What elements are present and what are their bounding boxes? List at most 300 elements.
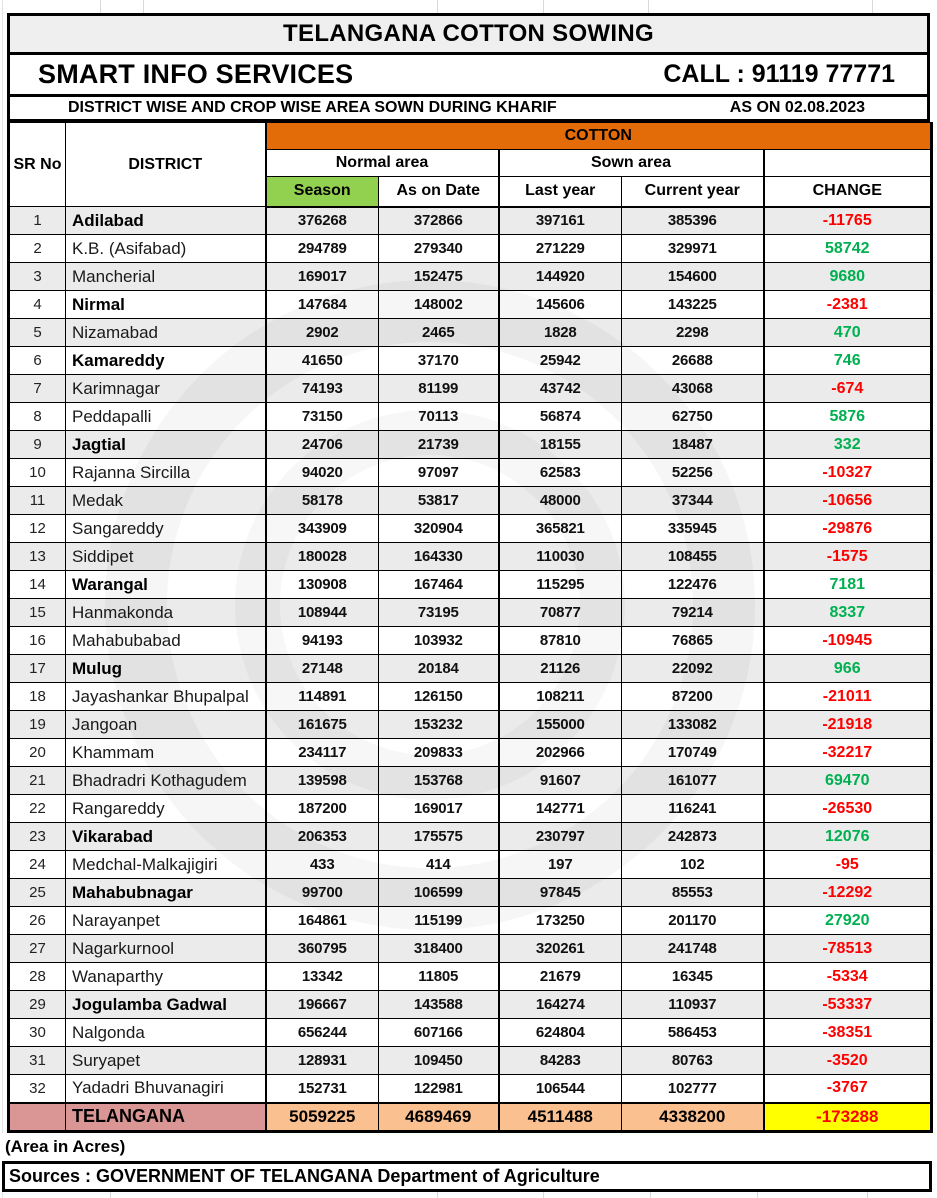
cell-district: Karimnagar: [66, 375, 266, 403]
report: [7, 13, 930, 1192]
cell-srno: 8: [9, 403, 66, 431]
cell-current-year: 102777: [622, 1075, 764, 1103]
cell-change: 7181: [764, 571, 932, 599]
cell-srno: 15: [9, 599, 66, 627]
cell-srno: 5: [9, 319, 66, 347]
cell-last-year: 18155: [499, 431, 622, 459]
total-season: 5059225: [266, 1103, 379, 1132]
table-row: [9, 543, 932, 571]
cell-season: 99700: [266, 879, 379, 907]
cell-last-year: 164274: [499, 991, 622, 1019]
cell-district: Adilabad: [66, 207, 266, 235]
cell-season: 343909: [266, 515, 379, 543]
cell-district: Jangoan: [66, 711, 266, 739]
cell-srno: 27: [9, 935, 66, 963]
table-row: [9, 851, 932, 879]
table-row: [9, 459, 932, 487]
cell-season: 24706: [266, 431, 379, 459]
cell-last-year: 173250: [499, 907, 622, 935]
cell-season: 164861: [266, 907, 379, 935]
cell-as-on-date: 126150: [379, 683, 499, 711]
cell-season: 147684: [266, 291, 379, 319]
cell-last-year: 397161: [499, 207, 622, 235]
cell-district: Mahabubabad: [66, 627, 266, 655]
total-srno-cell: [9, 1103, 66, 1132]
cell-srno: 11: [9, 487, 66, 515]
cell-srno: 24: [9, 851, 66, 879]
cell-season: 433: [266, 851, 379, 879]
cell-as-on-date: 97097: [379, 459, 499, 487]
cell-current-year: 133082: [622, 711, 764, 739]
cell-as-on-date: 103932: [379, 627, 499, 655]
cell-srno: 10: [9, 459, 66, 487]
cell-season: 128931: [266, 1047, 379, 1075]
cell-as-on-date: 143588: [379, 991, 499, 1019]
info-row: [7, 55, 930, 97]
col-header-current-year: Current year: [622, 177, 764, 207]
cell-srno: 32: [9, 1075, 66, 1103]
cell-season: 180028: [266, 543, 379, 571]
table-row: [9, 963, 932, 991]
sheet-gridline: [100, 0, 101, 13]
cell-current-year: 335945: [622, 515, 764, 543]
cell-last-year: 144920: [499, 263, 622, 291]
sheet-gridline: [2, 0, 3, 1198]
cell-change: 966: [764, 655, 932, 683]
cell-as-on-date: 320904: [379, 515, 499, 543]
table-row: [9, 515, 932, 543]
cell-season: 73150: [266, 403, 379, 431]
cell-current-year: 80763: [622, 1047, 764, 1075]
cell-season: 187200: [266, 795, 379, 823]
cell-as-on-date: 169017: [379, 795, 499, 823]
table-row: [9, 263, 932, 291]
cell-current-year: 37344: [622, 487, 764, 515]
cell-as-on-date: 73195: [379, 599, 499, 627]
table-row: [9, 599, 932, 627]
cell-season: 94020: [266, 459, 379, 487]
cell-district: Vikarabad: [66, 823, 266, 851]
sheet-gridline: [437, 1192, 438, 1198]
cell-district: Wanaparthy: [66, 963, 266, 991]
cell-srno: 14: [9, 571, 66, 599]
cell-district: Mulug: [66, 655, 266, 683]
cell-current-year: 586453: [622, 1019, 764, 1047]
total-as-on-date: 4689469: [379, 1103, 499, 1132]
cell-district: Jayashankar Bhupalpal: [66, 683, 266, 711]
cell-as-on-date: 109450: [379, 1047, 499, 1075]
cell-change: -10945: [764, 627, 932, 655]
table-row: [9, 655, 932, 683]
cell-district: Bhadradri Kothagudem: [66, 767, 266, 795]
cell-current-year: 329971: [622, 235, 764, 263]
cell-district: Narayanpet: [66, 907, 266, 935]
cell-srno: 26: [9, 907, 66, 935]
report-subtitle: DISTRICT WISE AND CROP WISE AREA SOWN DURING KHARIF: [68, 99, 557, 116]
cell-district: Medchal-Malkajigiri: [66, 851, 266, 879]
cell-last-year: 25942: [499, 347, 622, 375]
cell-as-on-date: 70113: [379, 403, 499, 431]
table-row: [9, 823, 932, 851]
sheet-gridline: [650, 1192, 651, 1198]
cell-as-on-date: 106599: [379, 879, 499, 907]
cell-last-year: 115295: [499, 571, 622, 599]
cell-current-year: 242873: [622, 823, 764, 851]
cell-season: 169017: [266, 263, 379, 291]
cell-season: 196667: [266, 991, 379, 1019]
cell-current-year: 76865: [622, 627, 764, 655]
cell-district: Yadadri Bhuvanagiri: [66, 1075, 266, 1103]
cell-last-year: 48000: [499, 487, 622, 515]
cell-change: -32217: [764, 739, 932, 767]
col-group-sown-area: Sown area: [499, 150, 764, 177]
cell-as-on-date: 2465: [379, 319, 499, 347]
cell-srno: 30: [9, 1019, 66, 1047]
cell-change: -38351: [764, 1019, 932, 1047]
cell-last-year: 108211: [499, 683, 622, 711]
cell-last-year: 624804: [499, 1019, 622, 1047]
cell-srno: 7: [9, 375, 66, 403]
cell-change: -26530: [764, 795, 932, 823]
cell-change: -53337: [764, 991, 932, 1019]
cell-change: -5334: [764, 963, 932, 991]
cell-current-year: 26688: [622, 347, 764, 375]
cell-district: Medak: [66, 487, 266, 515]
cell-current-year: 52256: [622, 459, 764, 487]
cell-change: 332: [764, 431, 932, 459]
table-row: [9, 207, 932, 235]
table-row: [9, 487, 932, 515]
cell-as-on-date: 372866: [379, 207, 499, 235]
cell-change: -21011: [764, 683, 932, 711]
cell-change: -78513: [764, 935, 932, 963]
cell-season: 58178: [266, 487, 379, 515]
cell-season: 130908: [266, 571, 379, 599]
sheet-gridline: [143, 0, 144, 13]
cell-as-on-date: 318400: [379, 935, 499, 963]
cell-srno: 9: [9, 431, 66, 459]
cell-srno: 18: [9, 683, 66, 711]
cell-season: 41650: [266, 347, 379, 375]
cell-as-on-date: 81199: [379, 375, 499, 403]
table-row: [9, 347, 932, 375]
sheet-gridline: [648, 0, 649, 13]
cell-srno: 31: [9, 1047, 66, 1075]
cell-current-year: 122476: [622, 571, 764, 599]
sheet-gridline: [543, 1192, 544, 1198]
cell-srno: 19: [9, 711, 66, 739]
cell-change: 8337: [764, 599, 932, 627]
cell-district: Nagarkurnool: [66, 935, 266, 963]
cell-change: -21918: [764, 711, 932, 739]
cell-district: Hanmakonda: [66, 599, 266, 627]
cell-district: Siddipet: [66, 543, 266, 571]
cell-season: 376268: [266, 207, 379, 235]
cell-last-year: 110030: [499, 543, 622, 571]
sheet-gridline: [872, 0, 873, 13]
col-header-season: Season: [266, 177, 379, 207]
col-group-normal-area: Normal area: [266, 150, 499, 177]
col-header-blank: [764, 150, 932, 177]
cell-current-year: 62750: [622, 403, 764, 431]
brand-name: SMART INFO SERVICES: [38, 59, 354, 89]
cell-as-on-date: 153768: [379, 767, 499, 795]
cell-last-year: 320261: [499, 935, 622, 963]
cell-last-year: 202966: [499, 739, 622, 767]
cell-as-on-date: 279340: [379, 235, 499, 263]
total-current-year: 4338200: [622, 1103, 764, 1132]
sources-note: Sources : GOVERNMENT OF TELANGANA Department of Agriculture: [2, 1161, 932, 1192]
sheet-gridline: [437, 0, 438, 13]
cell-current-year: 385396: [622, 207, 764, 235]
table-row: [9, 795, 932, 823]
table-row: [9, 403, 932, 431]
cell-last-year: 21126: [499, 655, 622, 683]
cell-srno: 1: [9, 207, 66, 235]
table-row: [9, 319, 932, 347]
cell-as-on-date: 115199: [379, 907, 499, 935]
cell-as-on-date: 122981: [379, 1075, 499, 1103]
cell-change: -2381: [764, 291, 932, 319]
cell-season: 114891: [266, 683, 379, 711]
cell-last-year: 91607: [499, 767, 622, 795]
cell-district: Rajanna Sircilla: [66, 459, 266, 487]
cell-season: 294789: [266, 235, 379, 263]
cell-change: -29876: [764, 515, 932, 543]
cell-srno: 23: [9, 823, 66, 851]
table-row: [9, 431, 932, 459]
subtitle-row: [7, 97, 930, 122]
cell-current-year: 16345: [622, 963, 764, 991]
table-row: [9, 571, 932, 599]
cell-srno: 29: [9, 991, 66, 1019]
cell-season: 656244: [266, 1019, 379, 1047]
col-header-srno: SR No: [9, 123, 66, 207]
cell-district: Peddapalli: [66, 403, 266, 431]
cell-change: 746: [764, 347, 932, 375]
table-row: [9, 627, 932, 655]
cell-season: 2902: [266, 319, 379, 347]
cell-as-on-date: 53817: [379, 487, 499, 515]
cell-change: -3520: [764, 1047, 932, 1075]
cell-srno: 21: [9, 767, 66, 795]
cell-srno: 25: [9, 879, 66, 907]
cell-as-on-date: 152475: [379, 263, 499, 291]
cell-srno: 2: [9, 235, 66, 263]
cell-change: -674: [764, 375, 932, 403]
cell-current-year: 18487: [622, 431, 764, 459]
col-header-as-on-date: As on Date: [379, 177, 499, 207]
sheet-gridline: [110, 1192, 111, 1198]
cell-change: -10327: [764, 459, 932, 487]
cell-as-on-date: 209833: [379, 739, 499, 767]
cell-as-on-date: 37170: [379, 347, 499, 375]
cell-last-year: 70877: [499, 599, 622, 627]
col-header-last-year: Last year: [499, 177, 622, 207]
cell-district: Khammam: [66, 739, 266, 767]
cell-as-on-date: 148002: [379, 291, 499, 319]
cell-as-on-date: 175575: [379, 823, 499, 851]
table-row: [9, 375, 932, 403]
cell-last-year: 1828: [499, 319, 622, 347]
cell-current-year: 110937: [622, 991, 764, 1019]
cell-as-on-date: 11805: [379, 963, 499, 991]
cell-change: -10656: [764, 487, 932, 515]
cell-season: 74193: [266, 375, 379, 403]
col-header-change: CHANGE: [764, 177, 932, 207]
cell-change: 58742: [764, 235, 932, 263]
cell-last-year: 87810: [499, 627, 622, 655]
total-row: [9, 1103, 932, 1132]
cell-season: 152731: [266, 1075, 379, 1103]
table-row: [9, 683, 932, 711]
page-title: TELANGANA COTTON SOWING: [7, 13, 930, 55]
cell-current-year: 85553: [622, 879, 764, 907]
cell-srno: 12: [9, 515, 66, 543]
cell-as-on-date: 20184: [379, 655, 499, 683]
header-row-group: [9, 123, 932, 150]
cell-district: Warangal: [66, 571, 266, 599]
cell-season: 13342: [266, 963, 379, 991]
cell-change: -11765: [764, 207, 932, 235]
cell-district: Nizamabad: [66, 319, 266, 347]
cell-current-year: 2298: [622, 319, 764, 347]
table-row: [9, 291, 932, 319]
cell-district: Nirmal: [66, 291, 266, 319]
cell-current-year: 79214: [622, 599, 764, 627]
cell-srno: 20: [9, 739, 66, 767]
cell-last-year: 230797: [499, 823, 622, 851]
cell-change: -95: [764, 851, 932, 879]
cell-current-year: 161077: [622, 767, 764, 795]
as-on-date: AS ON 02.08.2023: [729, 99, 865, 116]
cell-last-year: 56874: [499, 403, 622, 431]
cell-current-year: 201170: [622, 907, 764, 935]
cell-current-year: 102: [622, 851, 764, 879]
sheet-gridline: [867, 1192, 868, 1198]
table-row: [9, 739, 932, 767]
table-row: [9, 907, 932, 935]
table-row: [9, 235, 932, 263]
cell-current-year: 154600: [622, 263, 764, 291]
call-number: CALL : 91119 77771: [663, 60, 895, 88]
cell-season: 161675: [266, 711, 379, 739]
cell-district: Rangareddy: [66, 795, 266, 823]
cell-current-year: 241748: [622, 935, 764, 963]
cell-srno: 28: [9, 963, 66, 991]
cell-last-year: 365821: [499, 515, 622, 543]
cell-district: Jagtial: [66, 431, 266, 459]
cell-as-on-date: 153232: [379, 711, 499, 739]
cell-district: Sangareddy: [66, 515, 266, 543]
cell-as-on-date: 607166: [379, 1019, 499, 1047]
sheet-gridline: [757, 1192, 758, 1198]
table-row: [9, 879, 932, 907]
area-unit-note: (Area in Acres): [2, 1133, 932, 1161]
cell-change: 27920: [764, 907, 932, 935]
cell-change: 470: [764, 319, 932, 347]
table-row: [9, 1047, 932, 1075]
district-cotton-table: [7, 122, 933, 1133]
cell-srno: 4: [9, 291, 66, 319]
cell-change: 9680: [764, 263, 932, 291]
cell-current-year: 108455: [622, 543, 764, 571]
cell-change: -12292: [764, 879, 932, 907]
cell-change: -3767: [764, 1075, 932, 1103]
cell-season: 206353: [266, 823, 379, 851]
cell-district: Suryapet: [66, 1047, 266, 1075]
cell-as-on-date: 21739: [379, 431, 499, 459]
cell-current-year: 116241: [622, 795, 764, 823]
cell-last-year: 197: [499, 851, 622, 879]
cell-last-year: 106544: [499, 1075, 622, 1103]
cell-district: Jogulamba Gadwal: [66, 991, 266, 1019]
cell-season: 108944: [266, 599, 379, 627]
cell-srno: 13: [9, 543, 66, 571]
sheet-gridline: [543, 0, 544, 13]
cell-current-year: 87200: [622, 683, 764, 711]
col-header-district: DISTRICT: [66, 123, 266, 207]
cell-last-year: 142771: [499, 795, 622, 823]
cell-current-year: 170749: [622, 739, 764, 767]
col-group-cotton: COTTON: [266, 123, 932, 150]
cell-district: Nalgonda: [66, 1019, 266, 1047]
cell-current-year: 22092: [622, 655, 764, 683]
cell-current-year: 43068: [622, 375, 764, 403]
table-row: [9, 1075, 932, 1103]
table-row: [9, 935, 932, 963]
cell-srno: 3: [9, 263, 66, 291]
cell-season: 360795: [266, 935, 379, 963]
cell-district: K.B. (Asifabad): [66, 235, 266, 263]
cell-as-on-date: 167464: [379, 571, 499, 599]
total-last-year: 4511488: [499, 1103, 622, 1132]
cell-srno: 17: [9, 655, 66, 683]
total-label: TELANGANA: [66, 1103, 266, 1132]
cell-last-year: 97845: [499, 879, 622, 907]
cell-as-on-date: 164330: [379, 543, 499, 571]
cell-change: 5876: [764, 403, 932, 431]
cell-season: 94193: [266, 627, 379, 655]
cell-last-year: 84283: [499, 1047, 622, 1075]
cell-srno: 16: [9, 627, 66, 655]
cell-as-on-date: 414: [379, 851, 499, 879]
table-row: [9, 711, 932, 739]
cell-last-year: 271229: [499, 235, 622, 263]
cell-last-year: 43742: [499, 375, 622, 403]
cell-last-year: 62583: [499, 459, 622, 487]
cell-change: -1575: [764, 543, 932, 571]
cell-last-year: 21679: [499, 963, 622, 991]
cell-season: 139598: [266, 767, 379, 795]
cell-srno: 22: [9, 795, 66, 823]
table-row: [9, 1019, 932, 1047]
cell-srno: 6: [9, 347, 66, 375]
cell-district: Mahabubnagar: [66, 879, 266, 907]
total-change: -173288: [764, 1103, 932, 1132]
cell-district: Mancherial: [66, 263, 266, 291]
table-row: [9, 767, 932, 795]
cell-last-year: 145606: [499, 291, 622, 319]
cell-season: 234117: [266, 739, 379, 767]
cell-last-year: 155000: [499, 711, 622, 739]
cell-change: 12076: [764, 823, 932, 851]
table-row: [9, 991, 932, 1019]
cell-season: 27148: [266, 655, 379, 683]
cell-change: 69470: [764, 767, 932, 795]
cell-current-year: 143225: [622, 291, 764, 319]
cell-district: Kamareddy: [66, 347, 266, 375]
